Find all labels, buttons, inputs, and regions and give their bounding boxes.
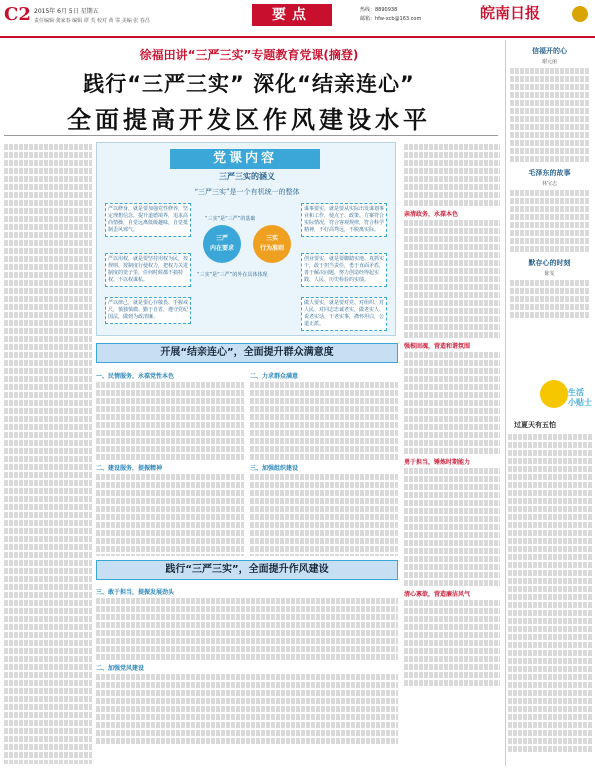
relation-label-bottom: “三实”是“三严”的外在具体体现 <box>197 272 268 278</box>
tips-label: 生活 小贴士 <box>568 388 592 407</box>
right-heading-1: 亲清政务，永葆本色 <box>404 211 459 218</box>
box-practical-planning: 谋事要实，就是要从实际出发谋划事业和工作，使点子、政策、方案符合实际情况，符合客观规律，符合科学精神，不好高骛远，不脱离实际。 <box>301 203 387 237</box>
sub-heading-b: 二、力求群众满意 <box>250 373 299 380</box>
relation-label-top: “三实”是“三严”的基础 <box>205 216 256 222</box>
sidebar-title-1: 信福开的心 <box>532 47 567 55</box>
bottom-text <box>96 584 398 764</box>
sidebar-author-2: 林宝志 <box>541 181 557 187</box>
panel-title: 党课内容 <box>170 149 320 169</box>
hex-three-stricts: 三严 内在要求 <box>203 225 241 263</box>
box-strict-self-discipline: 严以律己，就是要心存敬畏、手握戒尺，慎独慎微、勤于自省，遵守党纪国法，做到为政清廉。 <box>105 297 191 324</box>
box-strict-self-cultivation: 严以修身，就是要加强党性修养，坚定理想信念，提升道德境界，追求高尚情操，自觉远离低级趣味，自觉抵制歪风邪气。 <box>105 203 191 237</box>
newspaper-logo: 皖南日报 <box>480 4 541 22</box>
sidebar-author-1: 谢元丽 <box>541 59 557 65</box>
staff-credits: 责任编辑 龚家春 编辑 谭 芙 校对 黄 霏 美编 张 春昌 <box>34 18 150 24</box>
panel-subtitle: 三严三实的涵义 <box>219 172 275 181</box>
section-title: 要点 <box>252 4 332 26</box>
lesson-content-panel <box>96 142 396 336</box>
box-practical-conduct: 做人要实，就是要对党、对组织、对人民、对同志忠诚老实，做老实人、说老实话、干老实事，襟怀坦白，公道正派。 <box>301 297 387 331</box>
section-band-style: 践行“三严三实”，全面提升作风建设 <box>96 560 398 580</box>
sub-heading-c: 三、加强组织建设 <box>250 465 299 472</box>
page-number: C2 <box>4 4 31 25</box>
box-practical-work: 创业要实，就是要脚踏实地、真抓实干，敢于担当责任，勇于直面矛盾，善于解决问题，努力创造经得起实践、人民、历史检验的实绩。 <box>301 253 387 287</box>
sub-heading-d: 二、建设服务，提振精神 <box>96 465 163 472</box>
sidebar-title-2: 毛泽东的故事 <box>528 169 571 177</box>
article-title-line2: 全面提高开发区作风建设水平 <box>67 106 431 134</box>
sidebar-title-3: 默存心的时刻 <box>528 259 571 267</box>
email: 邮箱：hfw-xcb@163.com <box>360 16 422 22</box>
hex-three-practicals: 三实 行为准则 <box>253 225 291 263</box>
sub-heading-a: 一、民情服务，永葆党性本色 <box>96 373 175 380</box>
article-subtitle: 徐福田讲“三严三实”专题教育党课(摘登) <box>139 48 359 62</box>
right-column-text <box>404 142 500 764</box>
right-heading-4: 清心寡欲，营造廉洁风气 <box>404 591 471 598</box>
section-band-connect: 开展“结亲连心”，全面提升群众满意度 <box>96 343 398 363</box>
sidebar-author-3: 陈雯 <box>544 271 555 277</box>
sub-heading-f: 二、加强党风建设 <box>96 665 145 672</box>
article-title-line1: 践行“三严三实” 深化“结亲连心” <box>83 72 415 96</box>
logo-emblem-icon <box>572 6 588 22</box>
title-rule <box>4 135 498 136</box>
sidebar-text-4 <box>508 432 592 764</box>
right-heading-3: 勇于担当，锤炼时期能力 <box>404 459 471 466</box>
chick-mascot-icon <box>540 380 568 408</box>
page-header <box>0 0 595 38</box>
left-column-text <box>4 142 92 764</box>
hotline: 热线：8890938 <box>360 7 398 13</box>
sidebar-text-2 <box>506 190 593 252</box>
mid-left-text <box>96 368 244 556</box>
box-strict-power-use: 严以用权，就是要坚持用权为民，按规则、按制度行使权力，把权力关进制度的笼子里，任何时候都不搞特权、不以权谋私。 <box>105 253 191 287</box>
sidebar-title-4: 过夏天有五怕 <box>514 421 556 429</box>
editor-contact <box>360 6 421 24</box>
right-heading-2: 强根固魂，营造和谐氛围 <box>404 343 471 350</box>
issue-date: 2015年 6月 5日 星期五 <box>34 8 99 15</box>
panel-main-statement: “三严三实”是一个有机统一的整体 <box>194 188 300 196</box>
sub-heading-e: 三、敢于担当，提振发展劲头 <box>96 589 175 596</box>
sidebar-text-1 <box>506 68 593 162</box>
mid-right-text <box>250 368 398 556</box>
sidebar-text-3 <box>506 280 593 318</box>
